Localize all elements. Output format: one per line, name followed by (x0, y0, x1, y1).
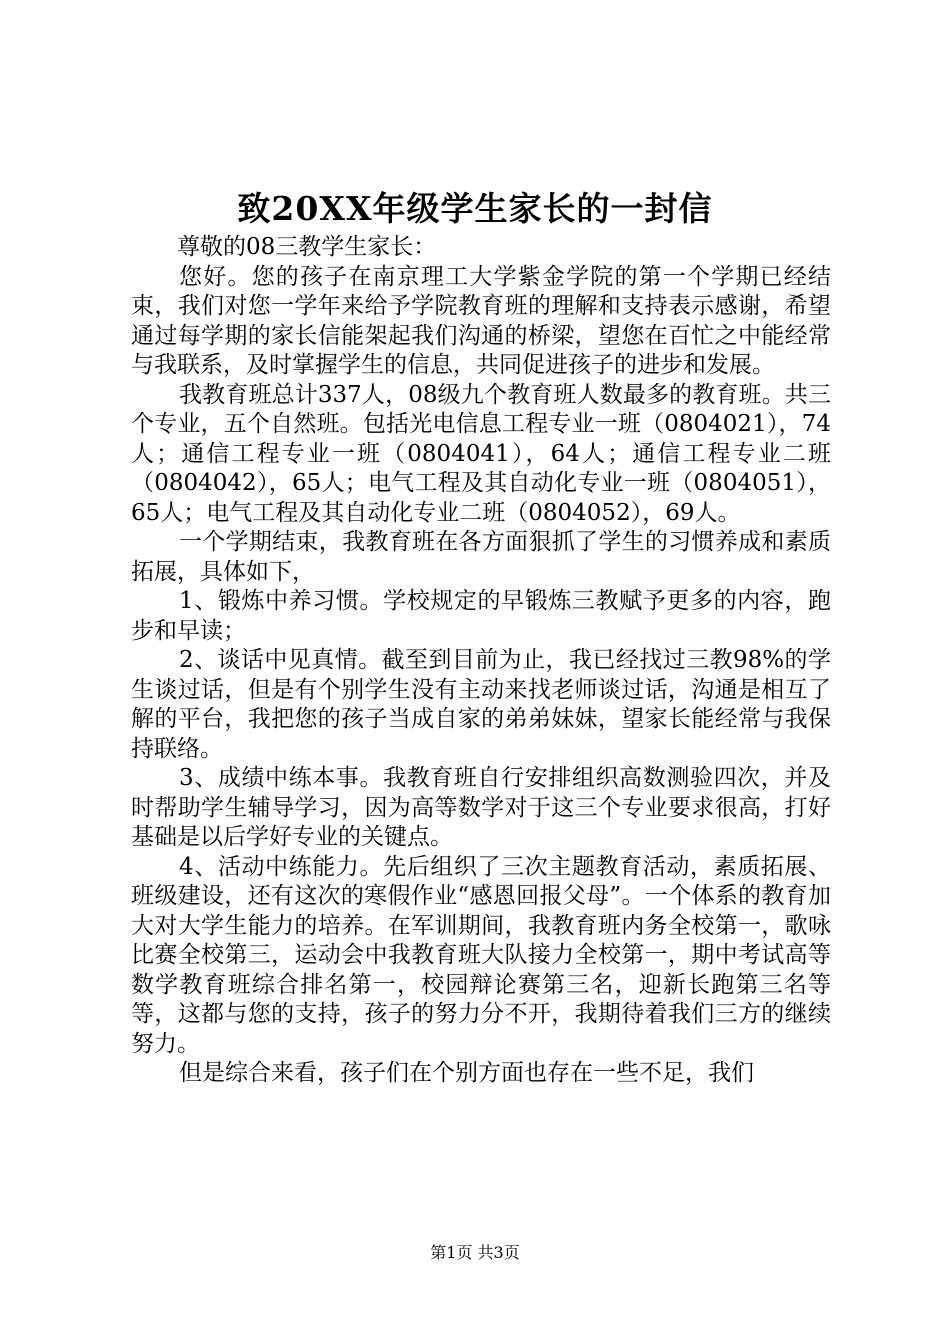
paragraph-greeting: 您好。您的孩子在南京理工大学紫金学院的第一个学期已经结束，我们对您一学年来给予学院教育班的理解和支持表示感谢，希望通过每学期的家长信能架起我们沟通的桥梁，望您在百忙之中能经常与我联系，及时掌握学生的信息，共同促进孩子的进步和发展。 (131, 263, 831, 378)
document-body (131, 233, 831, 1089)
paragraph-item-3: 3、成绩中练本事。我教育班自行安排组织高数测验四次，并及时帮助学生辅导学习，因为高等数学对于这三个专业要求很高，打好基础是以后学好专业的关键点。 (131, 765, 831, 850)
paragraph-item-1: 1、锻炼中养习惯。学校规定的早锻炼三教赋予更多的内容，跑步和早读； (131, 588, 831, 644)
paragraph-semester-summary: 一个学期结束，我教育班在各方面狠抓了学生的习惯养成和素质拓展，具体如下， (131, 529, 831, 585)
paragraph-shortcomings: 但是综合来看，孩子们在个别方面也存在一些不足，我们 (179, 1060, 754, 1086)
salutation: 尊敬的08三教学生家长： (177, 234, 437, 260)
paragraph-class-overview: 我教育班总计337人，08级九个教育班人数最多的教育班。共三个专业，五个自然班。包括光电信息工程专业一班（0804021），74人；通信工程专业一班（0804041），64人；通信工程专业二班（0804042），65人；电气工程及其自动化专业一班（0804051），65人；电气工程及其自动化专业二班（0804052），69人。 (131, 381, 831, 526)
document-title: 致20XX年级学生家长的一封信 (237, 189, 713, 228)
page-number-footer: 第1页 共3页 (430, 1243, 520, 1262)
paragraph-item-2: 2、谈话中见真情。截至到目前为止，我已经找过三教98%的学生谈过话，但是有个别学生没有主动来找老师谈过话，沟通是相互了解的平台，我把您的孩子当成自家的弟弟妹妹，望家长能经常与我保持联络。 (131, 647, 831, 762)
paragraph-item-4: 4、活动中练能力。先后组织了三次主题教育活动，素质拓展、班级建设，还有这次的寒假作业“感恩回报父母”。一个体系的教育加大对大学生能力的培养。在军训期间，我教育班内务全校第一，歌咏比赛全校第三，运动会中我教育班大队接力全校第一，期中考试高等数学教育班综合排名第一，校园辩论赛第三名，迎新长跑第三名等等，这都与您的支持，孩子的努力分不开，我期待着我们三方的继续努力。 (131, 853, 831, 1057)
